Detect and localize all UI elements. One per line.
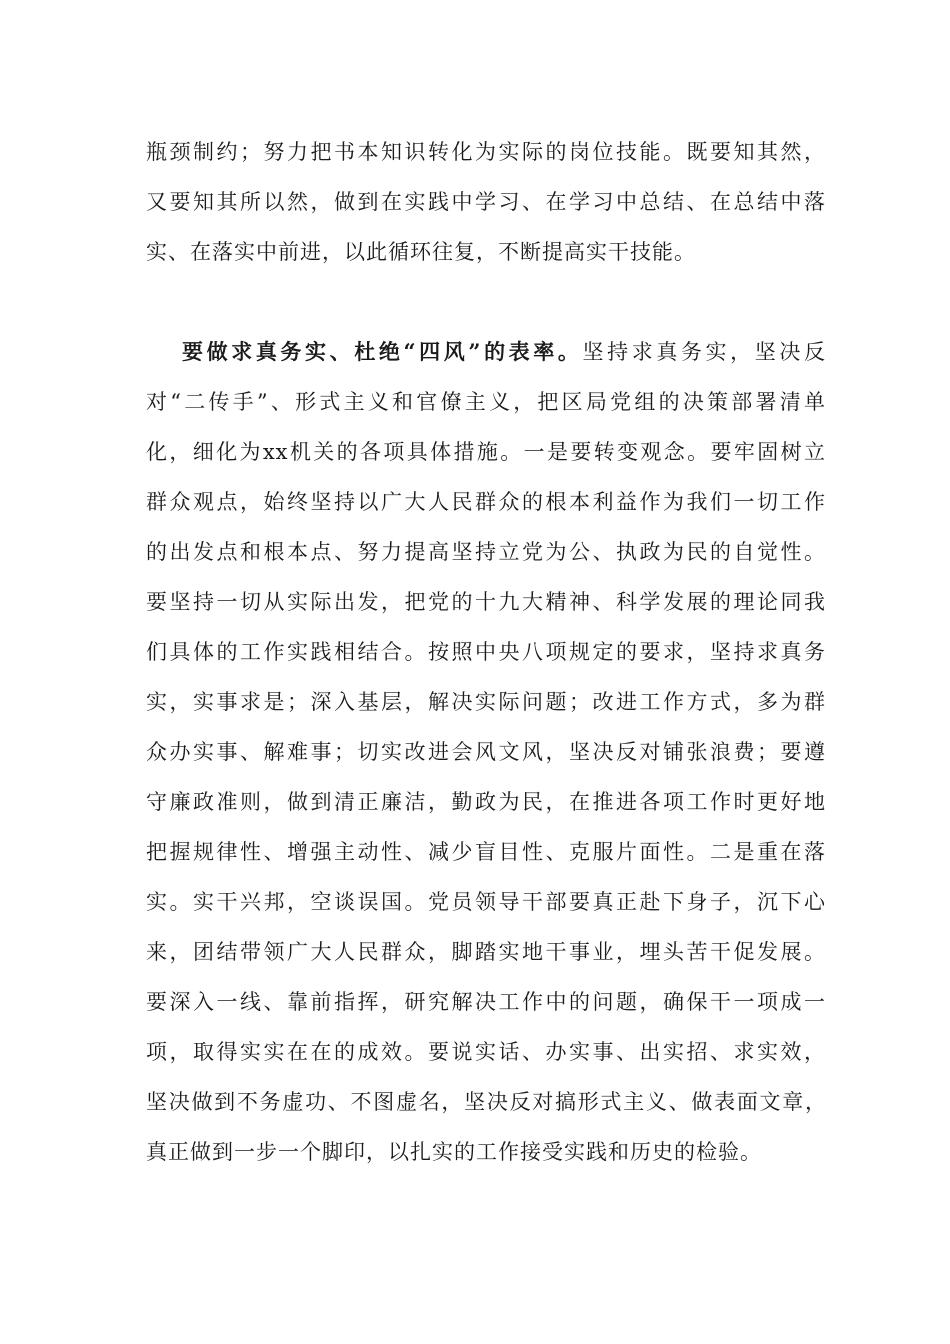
paragraph-1-line-2: 又要知其所以然，做到在实践中学习、在学习中总结、在总结中落 bbox=[146, 190, 826, 214]
paragraph-2-line-16: 坚决做到不务虚功、不图虚名，坚决反对搞形式主义、做表面文章， bbox=[146, 1090, 826, 1114]
paragraph-2-line-6: 要坚持一切从实际出发，把党的十九大精神、科学发展的理论同我 bbox=[146, 590, 826, 614]
paragraph-2-line-1 bbox=[182, 327, 826, 377]
paragraph-1-line-1: 瓶颈制约；努力把书本知识转化为实际的岗位技能。既要知其然， bbox=[146, 140, 826, 164]
paragraph-2-line-15: 项，取得实实在在的成效。要说实话、办实事、出实招、求实效， bbox=[146, 1040, 826, 1064]
paragraph-2-line-10: 守廉政准则，做到清正廉洁，勤政为民，在推进各项工作时更好地 bbox=[146, 790, 826, 814]
paragraph-2-line-13: 来，团结带领广大人民群众，脚踏实地干事业，埋头苦干促发展。 bbox=[146, 940, 826, 964]
paragraph-2-line-5: 的出发点和根本点、努力提高坚持立党为公、执政为民的自觉性。 bbox=[146, 540, 826, 564]
paragraph-2-line-7: 们具体的工作实践相结合。按照中央八项规定的要求，坚持求真务 bbox=[146, 640, 826, 664]
paragraph-2-line-14: 要深入一线、靠前指挥，研究解决工作中的问题，确保干一项成一 bbox=[146, 990, 826, 1014]
paragraph-2-line-2: 对“二传手”、形式主义和官僚主义，把区局党组的决策部署清单 bbox=[146, 390, 826, 414]
paragraph-2-first-line-rest: 坚持求真务实，坚决反 bbox=[582, 340, 826, 364]
paragraph-2-line-8: 实，实事求是；深入基层，解决实际问题；改进工作方式，多为群 bbox=[146, 690, 826, 714]
paragraph-2-line-3: 化，细化为xx机关的各项具体措施。一是要转变观念。要牢固树立 bbox=[146, 440, 826, 464]
paragraph-2-line-9: 众办实事、解难事；切实改进会风文风，坚决反对铺张浪费；要遵 bbox=[146, 740, 826, 764]
paragraph-2-heading: 要做求真务实、杜绝“四风”的表率。 bbox=[182, 339, 583, 364]
paragraph-2-line-12: 实。实干兴邦，空谈误国。党员领导干部要真正赴下身子，沉下心 bbox=[146, 890, 826, 914]
paragraph-2-line-11: 把握规律性、增强主动性、减少盲目性、克服片面性。二是重在落 bbox=[146, 840, 826, 864]
paragraph-1-line-3: 实、在落实中前进，以此循环往复，不断提高实干技能。 bbox=[146, 240, 696, 264]
paragraph-2-line-4: 群众观点，始终坚持以广大人民群众的根本利益作为我们一切工作 bbox=[146, 490, 826, 514]
paragraph-2-line-17: 真正做到一步一个脚印，以扎实的工作接受实践和历史的检验。 bbox=[146, 1140, 762, 1164]
